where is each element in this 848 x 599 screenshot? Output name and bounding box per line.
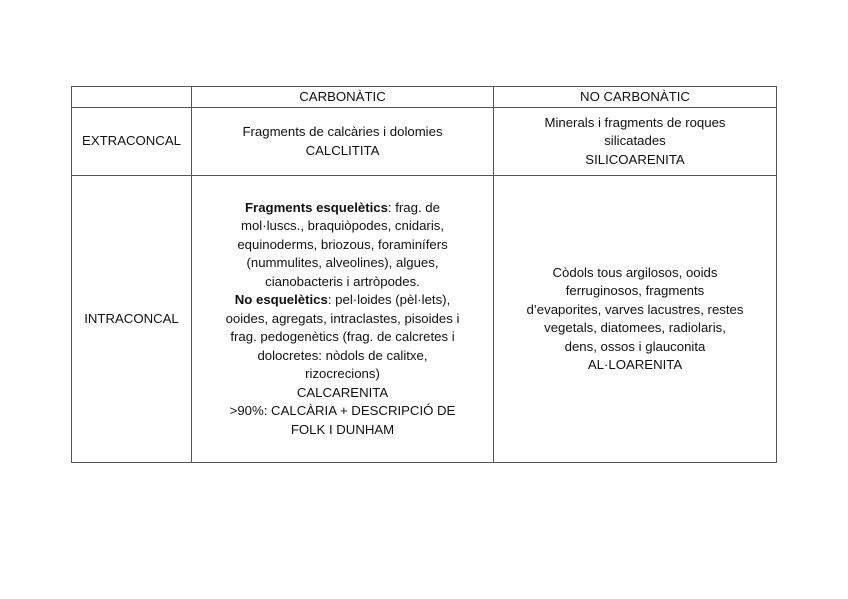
extraconcal-carbonatic-cell — [192, 108, 494, 176]
non-skeletal-text-2: ooides, agregats, intraclastes, pisoides i — [225, 310, 460, 326]
extraconcal-carbonatic-desc: Fragments de calcàries i dolomies — [242, 124, 443, 139]
skeletal-text-4: (nummulites, alveolines), algues, — [246, 255, 439, 271]
skeletal-text-2: mol·luscs., braquiòpodes, cnidaris, — [240, 218, 445, 234]
extraconcal-no-carbonatic-desc-2: silicatades — [604, 133, 666, 149]
non-skeletal-line-1 — [196, 291, 489, 310]
sandstone-classification-table — [71, 86, 777, 463]
header-no-carbonatic: NO CARBONÀTIC — [494, 87, 777, 108]
extraconcal-no-carbonatic-rock: SILICOARENITA — [585, 151, 685, 167]
extraconcal-row — [72, 108, 777, 176]
intraconcal-no-carbonatic-desc-5: dens, ossos i glauconita — [564, 338, 706, 354]
intraconcal-no-carbonatic-rock: AL·LOARENITA — [587, 357, 683, 372]
intraconcal-note-1: >90%: CALCÀRIA + DESCRIPCIÓ DE — [229, 403, 456, 419]
non-skeletal-text-5: rizocrecions) — [305, 366, 380, 382]
row-label-extraconcal: EXTRACONCAL — [72, 108, 192, 176]
skeletal-text-3: equinoderms, briozous, foraminífers — [237, 236, 448, 252]
intraconcal-no-carbonatic-desc-1: Còdols tous argilosos, ooids — [552, 264, 718, 280]
skeletal-line-1 — [196, 199, 489, 218]
non-skeletal-text-1: : pel·loides (pèl·lets), — [327, 292, 451, 308]
extraconcal-carbonatic-rock: CALCLITITA — [305, 142, 380, 158]
non-skeletal-text-4: dolocretes: nòdols de calitxe, — [257, 347, 428, 363]
extraconcal-no-carbonatic-desc-1: Minerals i fragments de roques — [544, 114, 726, 130]
skeletal-label: Fragments esquelètics — [245, 199, 388, 215]
intraconcal-no-carbonatic-desc-3: d’evaporites, varves lacustres, restes — [526, 301, 744, 317]
skeletal-text-5: cianobacteris i artròpodes. — [265, 273, 420, 289]
intraconcal-no-carbonatic-desc-2: ferruginosos, fragments — [565, 283, 705, 298]
intraconcal-row — [72, 176, 777, 463]
intraconcal-note-2: FOLK I DUNHAM — [290, 421, 395, 437]
intraconcal-no-carbonatic-desc-4: vegetals, diatomees, radiolaris, — [544, 320, 726, 335]
row-label-intraconcal: INTRACONCAL — [72, 176, 192, 463]
non-skeletal-text-3: frag. pedogenètics (frag. de calcretes i — [230, 329, 455, 345]
intraconcal-carbonatic-rock: CALCARENITA — [296, 384, 389, 400]
header-row — [72, 87, 777, 108]
intraconcal-carbonatic-cell — [192, 176, 494, 463]
header-carbonatic: CARBONÀTIC — [192, 87, 494, 108]
extraconcal-no-carbonatic-cell — [494, 108, 777, 176]
header-empty-cell — [72, 87, 192, 108]
intraconcal-no-carbonatic-cell — [494, 176, 777, 463]
skeletal-text-1: : frag. de — [387, 199, 440, 215]
non-skeletal-label: No esquelètics — [234, 292, 328, 308]
